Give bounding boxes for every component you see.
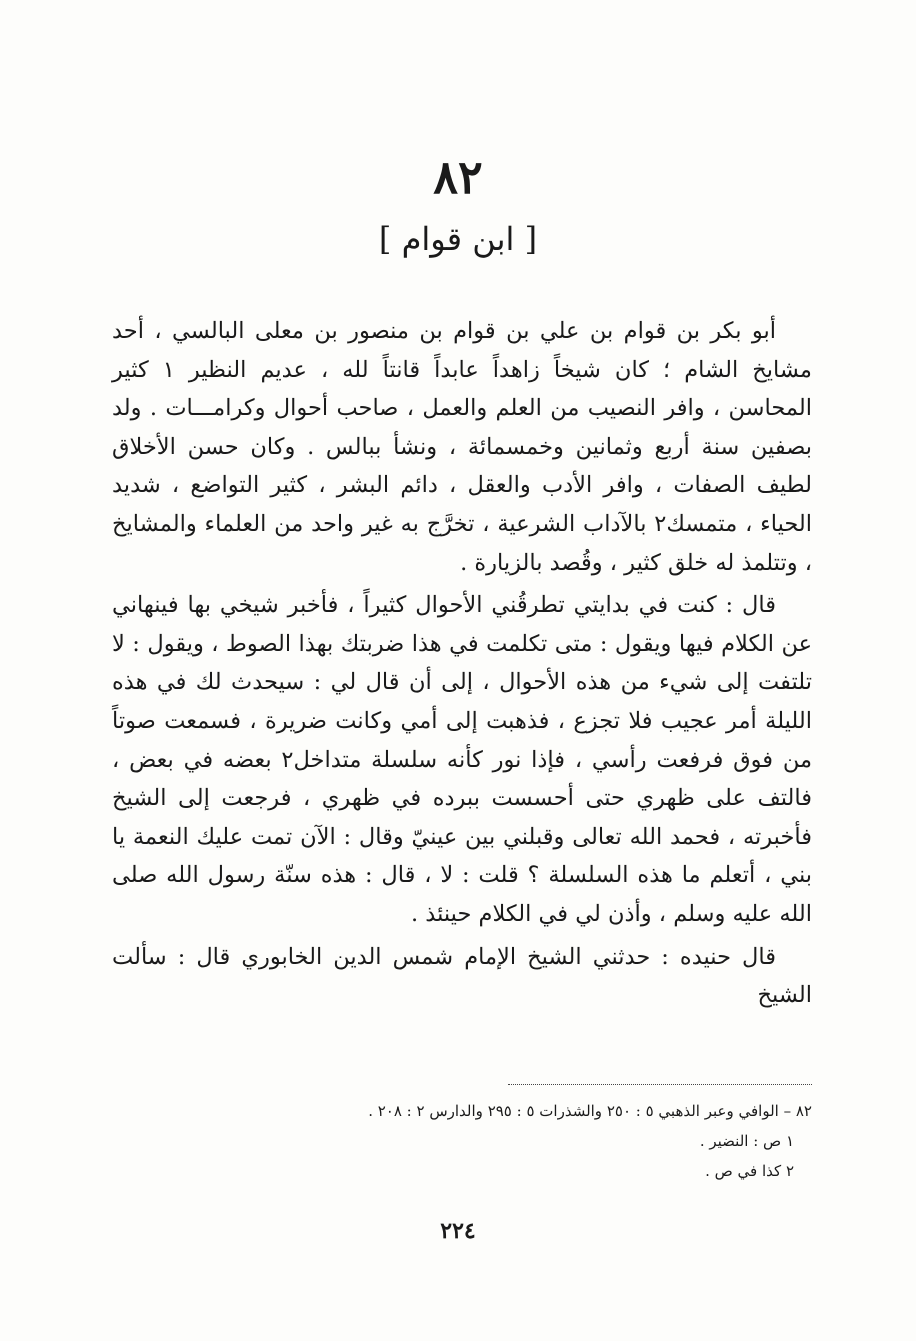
footnote-source: ٨٢ – الوافي وعبر الذهبي ٥ : ٢٥٠ والشذرات ٥ : ٢٩٥ والدارس ٢ : ٢٠٨ . [368, 1102, 812, 1120]
footnote-1: ١ ص : النضير . [699, 1132, 794, 1150]
paragraph-narration: قال : كنت في بدايتي تطرقُني الأحوال كثيراً ، فأخبر شيخي بها فينهاني عن الكلام فيها ويقول : متى تكلمت في هذا ضربتك بهذا الصوط ، ويقول : لا تلتفت إلى شيء من هذه الأحوال ، إلى أن قال لي : سيحدث لك في هذه الليلة أمر عجيب فلا تجزع ، فذهبت إلى أمي وكانت ضريرة ، فسمعت صوتاً من فوق فرفعت رأسي ، فإذا نور كأنه سلسلة متداخل٢ بعضه في بعض ، فالتف على ظهري حتى أحسست ببرده في ظهري ، فرجعت إلى الشيخ فأخبرته ، فحمد الله تعالى وقبلني بين عينيّ وقال : الآن تمت عليك النعمة يا بني ، أتعلم ما هذه السلسلة ؟ قلت : لا ، قال : هذه سنّة رسول الله صلى الله عليه وسلم ، وأذن لي في الكلام حينئذ . [112, 592, 812, 927]
footnotes [112, 1096, 812, 1186]
footnote-2: ٢ كذا في ص . [705, 1162, 794, 1180]
chapter-number: ٨٢ [433, 150, 483, 204]
chapter-title: [ ابن قوام ] [378, 220, 538, 258]
paragraph-continuation: قال حنيده : حدثني الشيخ الإمام شمس الدين الخابوري قال : سألت الشيخ [112, 943, 812, 1009]
page-number: ٢٢٤ [440, 1218, 476, 1244]
paragraph-biography: أبو بكر بن قوام بن علي بن قوام بن منصور بن معلى البالسي ، أحد مشايخ الشام ؛ كان شيخاً زاهداً عابداً قانتاً لله ، عديم النظير ١ كثير المحاسن ، وافر النصيب من العلم والعمل ، صاحب أحوال وكرامـــات . ولد بصفين سنة أربع وثمانين وخمسمائة ، ونشأ ببالس . وكان حسن الأخلاق لطيف الصفات ، وافر الأدب والعقل ، دائم البشر ، كثير التواضع ، شديد الحياء ، متمسك٢ بالآداب الشرعية ، تخرَّج به غير واحد من العلماء والمشايخ ، وتتلمذ له خلق كثير ، وقُصد بالزيارة . [112, 318, 813, 576]
footnote-divider [508, 1084, 812, 1085]
body-text [112, 312, 812, 1015]
